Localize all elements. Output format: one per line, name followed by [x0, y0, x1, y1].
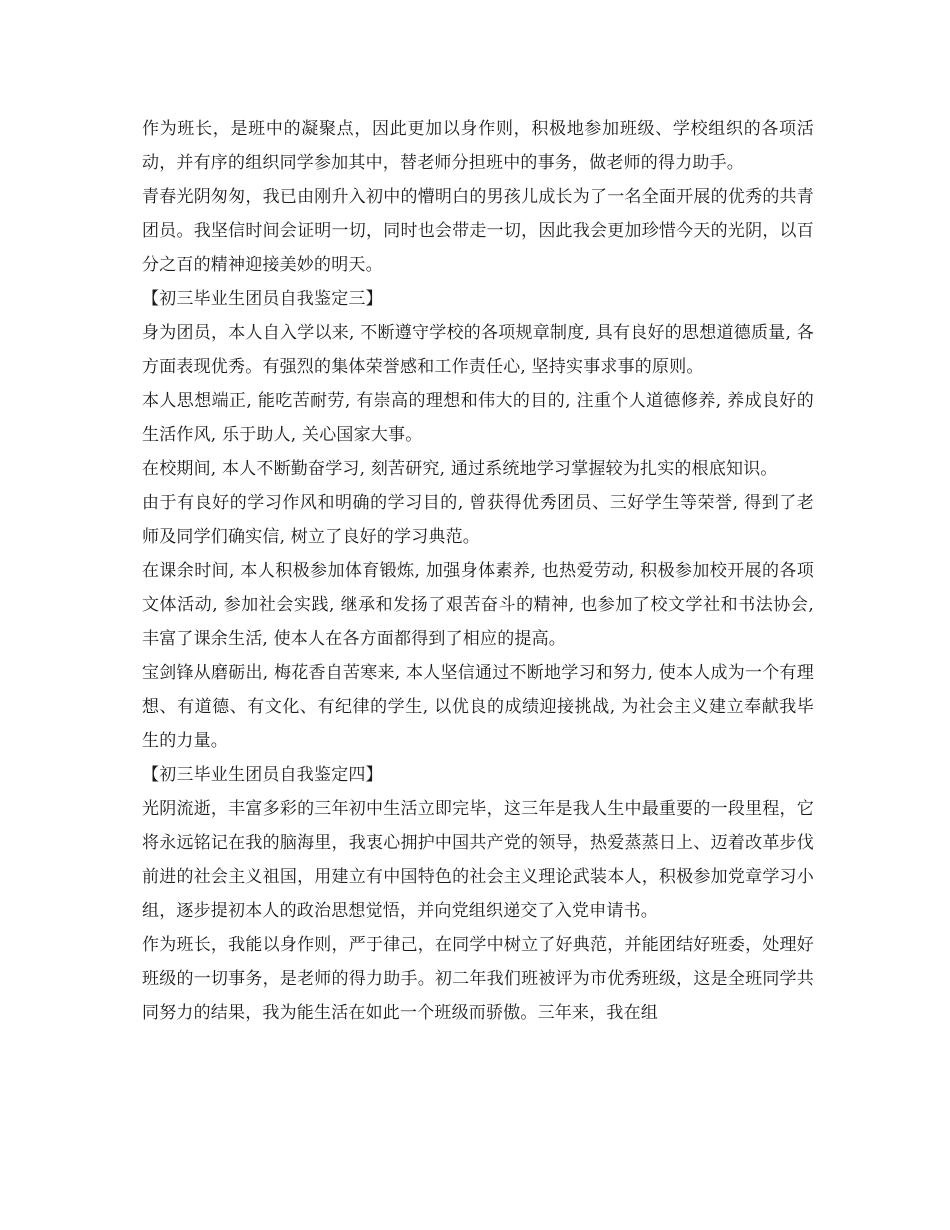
- section-heading: 【初三毕业生团员自我鉴定三】: [142, 289, 383, 309]
- paragraph: 青春光阴匆匆，我已由刚升入初中的懵明白的男孩儿成长为了一名全面开展的优秀的共青团员。我坚信时间会证明一切，同时也会带走一切，因此我会更加珍惜今天的光阴，以百分之百的精神迎接美妙的明天。: [142, 187, 814, 275]
- paragraph: 身为团员，本人自入学以来, 不断遵守学校的各项规章制度, 具有良好的思想道德质量, 各方面表现优秀。有强烈的集体荣誉感和工作责任心, 坚持实事求事的原则。: [142, 323, 814, 377]
- paragraph: 作为班长，我能以身作则，严于律己，在同学中树立了好典范，并能团结好班委，处理好班级的一切事务，是老师的得力助手。初二年我们班被评为市优秀班级，这是全班同学共同努力的结果，我为能生活在如此一个班级而骄傲。三年来，我在组: [142, 935, 814, 1023]
- paragraph: 在校期间, 本人不断勤奋学习, 刻苦研究, 通过系统地学习掌握较为扎实的根底知识。: [142, 459, 778, 479]
- paragraph: 本人思想端正, 能吃苦耐劳, 有崇高的理想和伟大的目的, 注重个人道德修养, 养成良好的生活作风, 乐于助人, 关心国家大事。: [142, 391, 814, 445]
- paragraph: 宝剑锋从磨砺出, 梅花香自苦寒来, 本人坚信通过不断地学习和努力, 使本人成为一个有理想、有道德、有文化、有纪律的学生, 以优良的成绩迎接挑战, 为社会主义建立奉献我毕生的力量。: [142, 663, 814, 751]
- paragraph: 光阴流逝，丰富多彩的三年初中生活立即完毕，这三年是我人生中最重要的一段里程，它将永远铭记在我的脑海里，我衷心拥护中国共产党的领导，热爱蒸蒸日上、迈着改革步伐前进的社会主义祖国，用建立有中国特色的社会主义理论武装本人，积极参加党章学习小组，逐步提初本人的政治思想觉悟，并向党组织递交了入党申请书。: [142, 799, 814, 921]
- document-body: [142, 112, 814, 1030]
- paragraph: 作为班长，是班中的凝聚点，因此更加以身作则，积极地参加班级、学校组织的各项活动，并有序的组织同学参加其中，替老师分担班中的事务，做老师的得力助手。: [142, 119, 814, 173]
- paragraph: 由于有良好的学习作风和明确的学习目的, 曾获得优秀团员、三好学生等荣誉, 得到了老师及同学们确实信, 树立了良好的学习典范。: [142, 493, 814, 547]
- section-heading: 【初三毕业生团员自我鉴定四】: [142, 765, 383, 785]
- paragraph: 在课余时间, 本人积极参加体育锻炼, 加强身体素养, 也热爱劳动, 积极参加校开展的各项文体活动, 参加社会实践, 继承和发扬了艰苦奋斗的精神, 也参加了校文学社和书法协会, 丰富了课余生活, 使本人在各方面都得到了相应的提高。: [142, 561, 814, 649]
